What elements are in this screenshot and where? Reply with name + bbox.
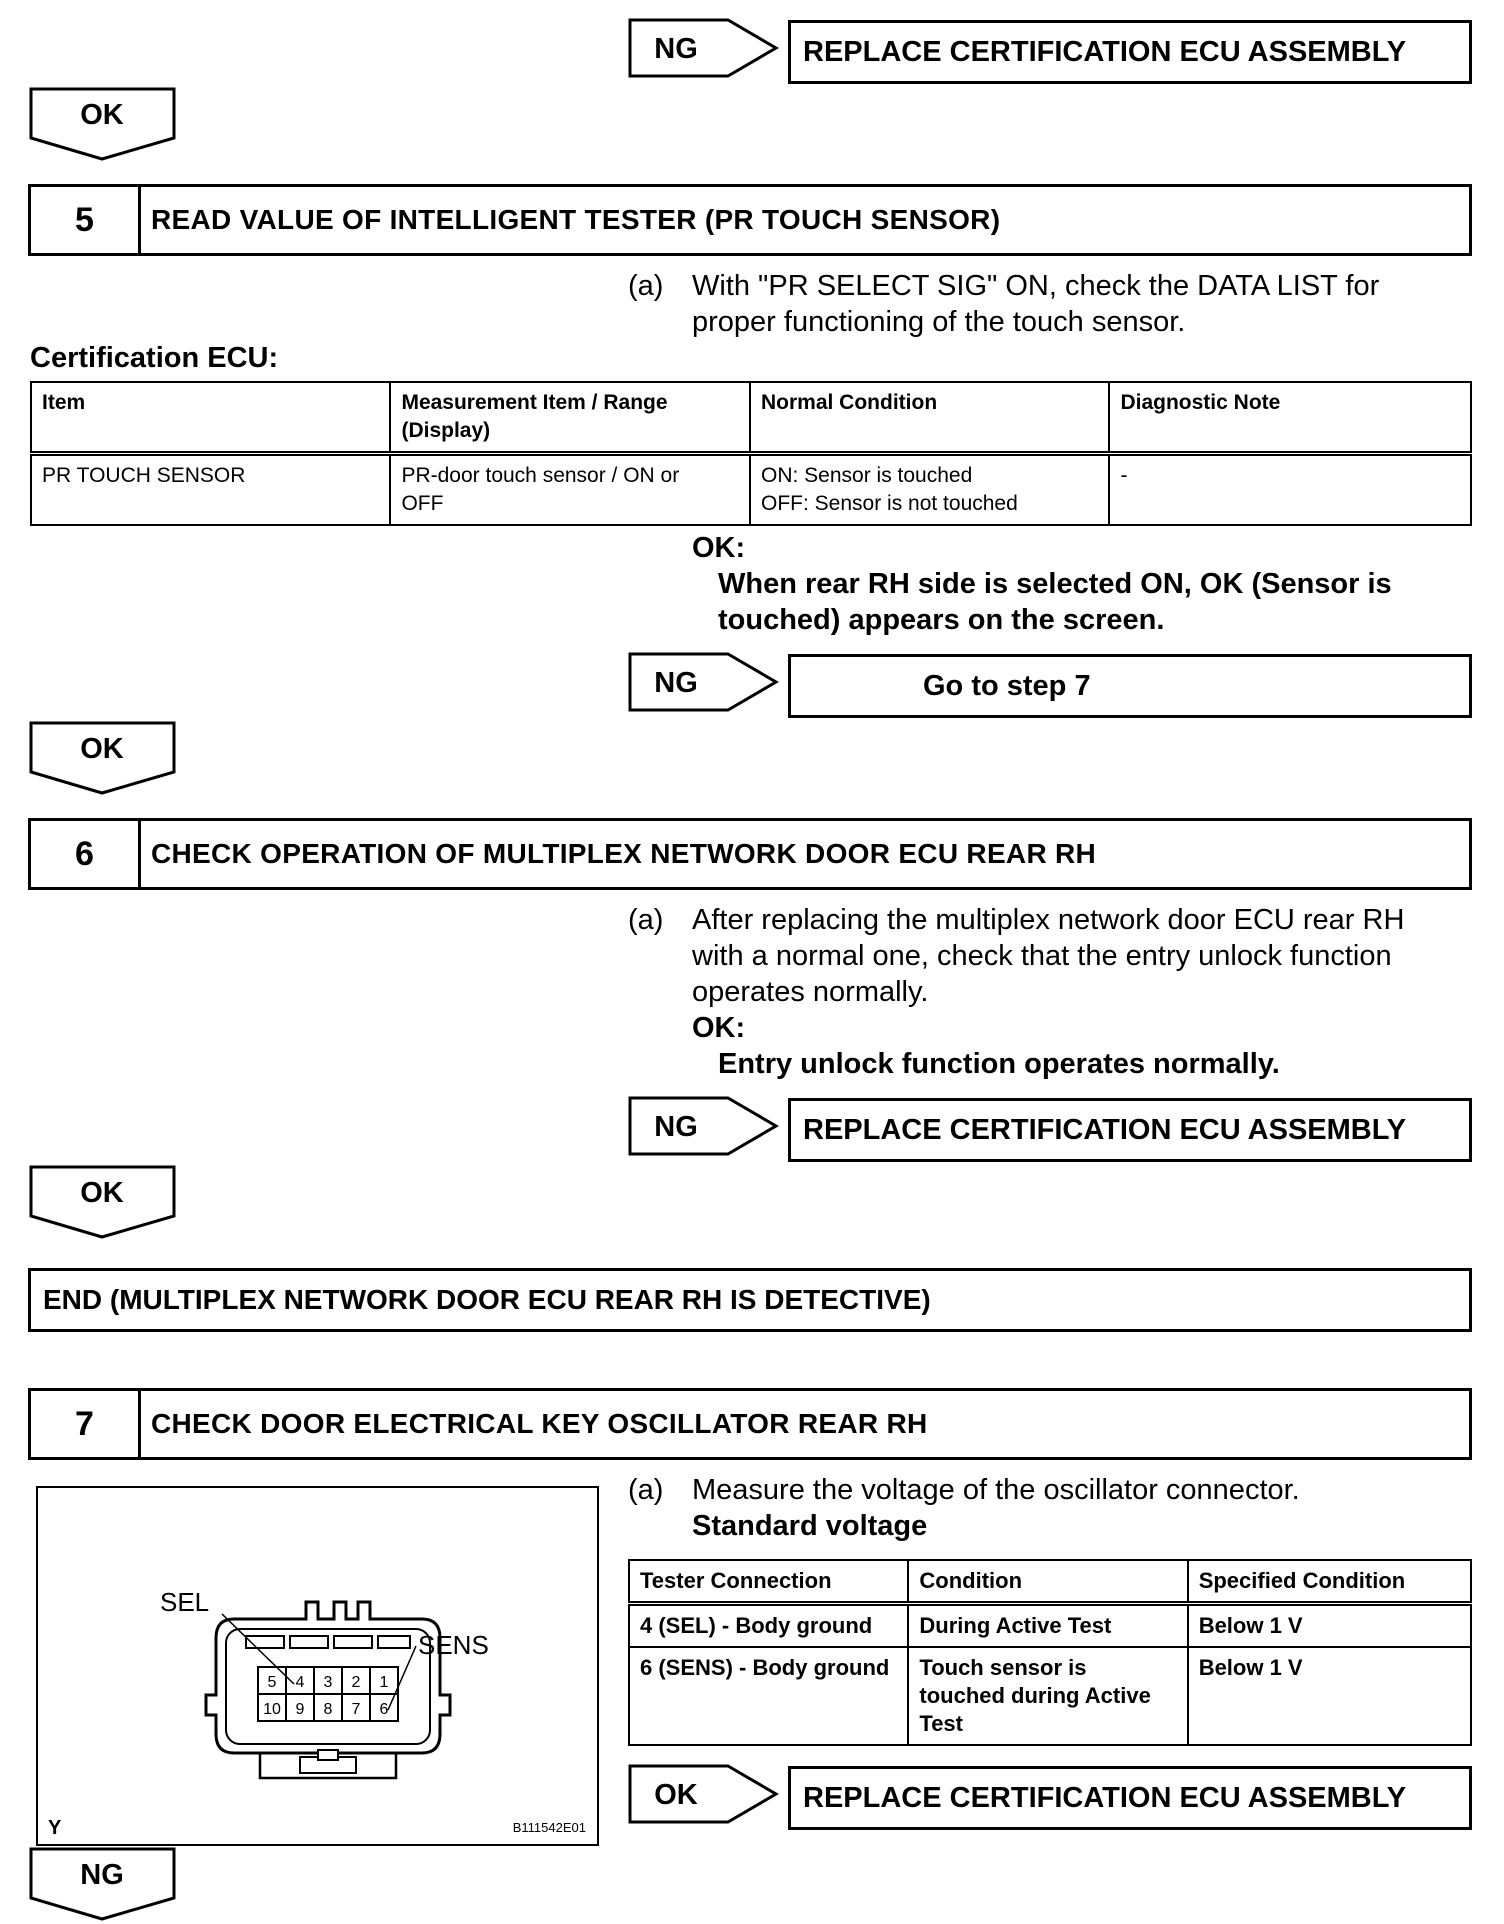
- table-row: 4 (SEL) - Body ground During Active Test Below 1 V: [629, 1604, 1471, 1648]
- ok-criteria: OK: When rear RH side is selected ON, OK (Sensor is touched) appears on the screen.: [692, 532, 1392, 636]
- ng-arrow: [628, 652, 780, 714]
- step-number: 5: [31, 187, 141, 253]
- standard-voltage-table: [628, 1559, 1472, 1746]
- step-6-instruction: (a) After replacing the multiplex network door ECU rear RH with a normal one, check that the entry unlock function operates normally. OK: Entry unlock function operates normally.: [628, 904, 1405, 1080]
- go-to-step-7-box: Go to step 7: [788, 654, 1472, 718]
- pin-label: 10: [263, 1701, 281, 1718]
- ng-arrow-down: [28, 1846, 178, 1922]
- step-6-header: [28, 818, 1472, 890]
- ok-label: OK: [654, 1779, 698, 1811]
- ok-label: OK: [80, 99, 124, 131]
- ng-label: NG: [654, 667, 698, 699]
- ok-action-box: REPLACE CERTIFICATION ECU ASSEMBLY: [788, 1766, 1472, 1830]
- step-7-instruction: (a) Measure the voltage of the oscillator connector. Standard voltage: [628, 1474, 1300, 1542]
- pin-label: 1: [379, 1674, 389, 1691]
- ng-label: NG: [654, 33, 698, 65]
- ng-arrow: [628, 18, 780, 80]
- table-header-row: Tester Connection Condition Specified Condition: [629, 1560, 1471, 1604]
- sens-label: SENS: [418, 1630, 489, 1660]
- ok-arrow: [28, 86, 178, 162]
- ng-label: NG: [80, 1859, 124, 1891]
- pin-label: 7: [351, 1701, 361, 1718]
- step-title: CHECK OPERATION OF MULTIPLEX NETWORK DOOR ECU REAR RH: [151, 838, 1097, 869]
- figure-id: B111542E01: [512, 1820, 586, 1835]
- pin-label: 6: [379, 1701, 389, 1718]
- pin-label: 3: [323, 1674, 333, 1691]
- step-number: 6: [31, 821, 141, 887]
- step-7-header: [28, 1388, 1472, 1460]
- connector-figure: [36, 1486, 599, 1846]
- sel-label: SEL: [160, 1587, 210, 1617]
- table-caption: Certification ECU:: [30, 342, 279, 374]
- pin-label: 4: [295, 1674, 305, 1691]
- pin-label: 9: [295, 1701, 305, 1718]
- ok-arrow: [28, 1164, 178, 1240]
- step-5-header: [28, 184, 1472, 256]
- pin-label: 5: [267, 1674, 277, 1691]
- ng-action-box: REPLACE CERTIFICATION ECU ASSEMBLY: [788, 1098, 1472, 1162]
- certification-ecu-table: [30, 381, 1472, 526]
- step-title: READ VALUE OF INTELLIGENT TESTER (PR TOUCH SENSOR): [151, 204, 1001, 235]
- ok-label: OK: [80, 1177, 124, 1209]
- ok-arrow: [628, 1764, 780, 1826]
- end-box: END (MULTIPLEX NETWORK DOOR ECU REAR RH IS DETECTIVE): [28, 1268, 1472, 1332]
- table-row: 6 (SENS) - Body ground Touch sensor is touched during Active Test Below 1 V: [629, 1647, 1471, 1745]
- step-title: CHECK DOOR ELECTRICAL KEY OSCILLATOR REAR RH: [151, 1408, 928, 1439]
- ng-arrow: [628, 1096, 780, 1158]
- step-number: 7: [31, 1391, 141, 1457]
- ng-label: NG: [654, 1111, 698, 1143]
- connector-diagram: [38, 1488, 597, 1844]
- ok-label: OK: [80, 733, 124, 765]
- pin-label: 2: [351, 1674, 361, 1691]
- ok-arrow: [28, 720, 178, 796]
- table-row: PR TOUCH SENSOR PR-door touch sensor / ON or OFF ON: Sensor is touched OFF: Sensor is not touched -: [31, 454, 1471, 526]
- step-5-instruction: (a) With "PR SELECT SIG" ON, check the DATA LIST for proper functioning of the touch sensor.: [628, 270, 1380, 338]
- ng-action-box: REPLACE CERTIFICATION ECU ASSEMBLY: [788, 20, 1472, 84]
- pin-label: 8: [323, 1701, 333, 1718]
- table-header-row: Item Measurement Item / Range (Display) Normal Condition Diagnostic Note: [31, 382, 1471, 454]
- corner-label: Y: [48, 1817, 62, 1839]
